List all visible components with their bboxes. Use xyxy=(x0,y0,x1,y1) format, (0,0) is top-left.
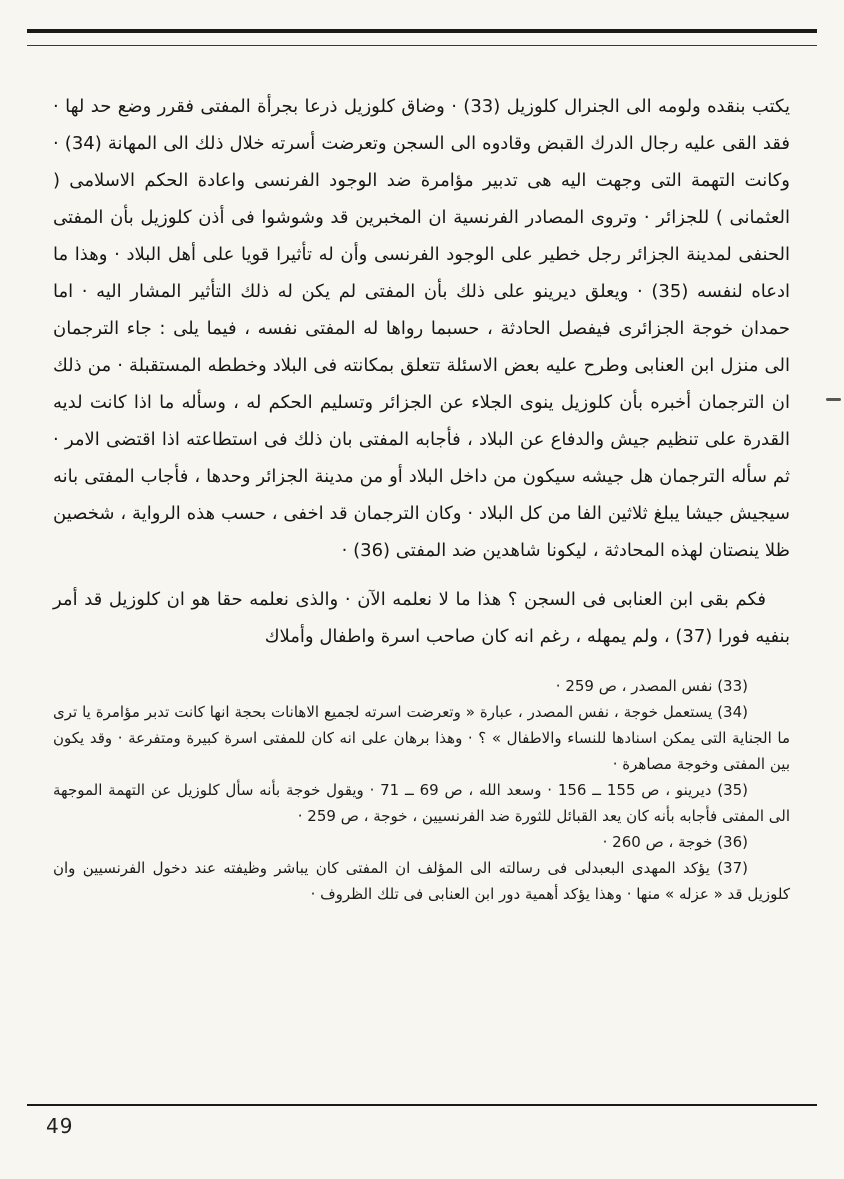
top-rule-thin xyxy=(27,45,817,46)
footnote-37: (37) يؤكد المهدى البعبدلى فى رسالته الى المؤلف ان المفتى كان يباشر وظيفته عند دخول الفرنسيين وان كلوزيل قد « عزله » منها · وهذا يؤكد أهمية دور ابن العنابى فى تلك الظروف · xyxy=(53,859,790,903)
bottom-rule xyxy=(27,1104,817,1106)
body-paragraph: يكتب بنقده ولومه الى الجنرال كلوزيل (33) · وضاق كلوزيل ذرعا بجرأة المفتى فقرر وضع حد لها · فقد القى عليه رجال الدرك القبض وقادوه الى السجن وتعرضت أسرته خلال ذلك الى المهانة (34) · وكانت التهمة التى وجهت اليه هى تدبير مؤامرة ضد الوجود الفرنسى واعادة الحكم الاسلامى ( العثمانى ) للجزائر · وتروى المصادر الفرنسية ان المخبرين قد وشوشوا فى أذن كلوزيل بأن المفتى الحنفى لمدينة الجزائر رجل خطير على الوجود الفرنسى وأن له تأثيرا قويا على أهل البلاد · وهذا ما ادعاه لنفسه (35) · ويعلق ديرينو على ذلك بأن المفتى لم يكن له ذلك التأثير المشار اليه · اما حمدان خوجة الجزائرى فيفصل الحادثة ، حسبما رواها له المفتى نفسه ، فيما يلى : جاء الترجمان الى منزل ابن العنابى وطرح عليه بعض الاسئلة تتعلق بمكانته فى البلاد وخططه المستقبلة · من ذلك ان الترجمان أخبره بأن كلوزيل ينوى الجلاء عن الجزائر وتسليم الحكم له ، وسأله ما اذا كانت لديه القدرة على تنظيم جيش والدفاع عن البلاد ، فأجابه المفتى بان ذلك فى استطاعته اذا اقتضى الامر · ثم سأله الترجمان هل جيشه سيكون من داخل البلاد أو من مدينة الجزائر وحدها ، فأجاب المفتى بانه سيجيش جيشا يبلغ ثلاثين الفا من كل البلاد · وكان الترجمان قد اخفى ، حسب هذه الرواية ، شخصين ظلا ينصتان لهذه المحادثة ، ليكونا شاهدين ضد المفتى (36) · xyxy=(53,96,790,561)
footnote-33: (33) نفس المصدر ، ص 259 · xyxy=(555,677,748,695)
footnotes-section xyxy=(53,673,790,907)
top-rule-thick xyxy=(27,29,817,33)
page-number: 49 xyxy=(46,1114,74,1138)
footnote-36: (36) خوجة ، ص 260 · xyxy=(602,833,748,851)
footnote-34: (34) يستعمل خوجة ، نفس المصدر ، عبارة « وتعرضت اسرته لجميع الاهانات بحجة انها كانت تدبر مؤامرة يا ترى ما الجناية التى يمكن اسنادها للنساء والاطفال » ؟ · وهذا برهان على انه كان للمفتى اسرة كبيرة ومتفرعة · وقد يكون بين المفتى وخوجة مصاهرة · xyxy=(53,703,790,773)
body-paragraph: فكم بقى ابن العنابى فى السجن ؟ هذا ما لا نعلمه الآن · والذى نعلمه حقا هو ان كلوزيل قد أمر بنفيه فورا (37) ، ولم يمهله ، رغم انه كان صاحب اسرة واطفال وأملاك xyxy=(53,589,790,647)
footnote-35: (35) ديرينو ، ص 155 ــ 156 · وسعد الله ، ص 69 ــ 71 · ويقول خوجة بأنه سأل كلوزيل عن التهمة الموجهة الى المفتى فأجابه بأنه كان يعد القبائل للثورة ضد الفرنسيين ، خوجة ، ص 259 · xyxy=(53,781,790,825)
scan-artifact-dash xyxy=(826,398,841,401)
page-content xyxy=(53,88,790,907)
